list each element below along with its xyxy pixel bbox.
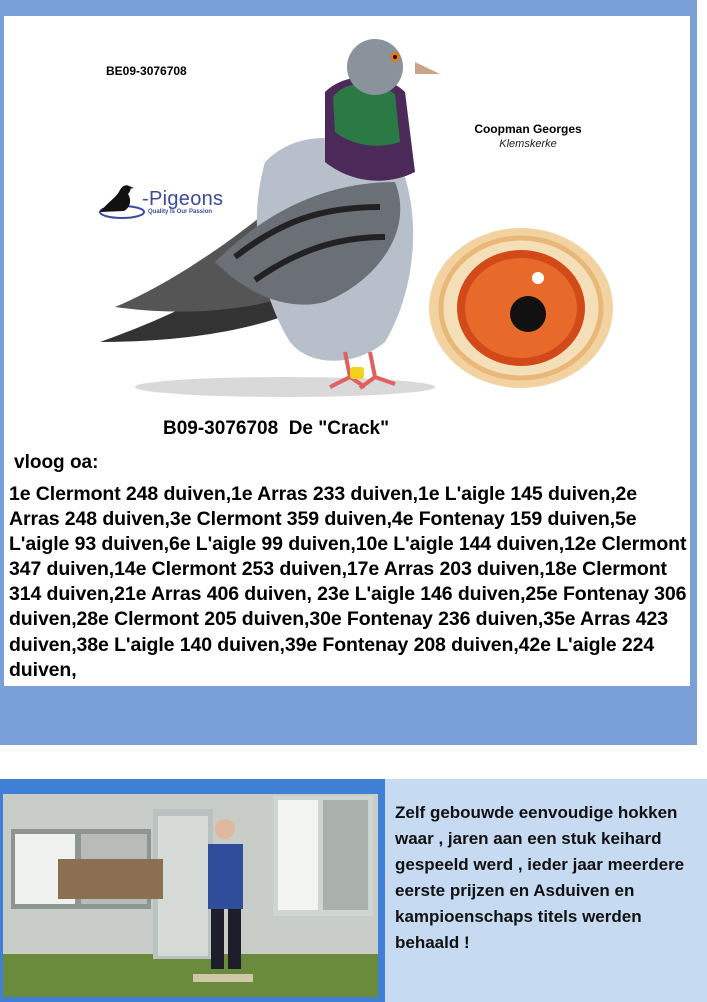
logo-tagline: Quality Is Our Passion (148, 209, 213, 215)
loft-description: Zelf gebouwde eenvoudige hokken waar , jaren aan een stuk keihard gespeeld werd , ieder jaar meerdere eerste prijzen en Asduiven en kampioenschaps titels werden behaald ! (395, 803, 685, 952)
loft-photo (3, 794, 378, 997)
logo-wordmark: -Pigeons (142, 188, 224, 210)
race-results: 1e Clermont 248 duiven,1e Arras 233 duiven,1e L'aigle 145 duiven,2e Arras 248 duiven,3e Clermont 359 duiven,4e Fontenay 159 duiven,5e L'aigle 93 duiven,6e L'aigle 99 duiven,10e L'aigle 144 duiven,12e Clermont 347 duiven,14e Clermont 253 duiven,17e Arras 203 duiven,18e Clermont 314 duiven,21e Arras 406 duiven, 23e L'aigle 146 duiven,25e Fontenay 306 duiven,28e Clermont 205 duiven,30e Fontenay 236 duiven,35e Arras 423 duiven,38e L'aigle 140 duiven,39e Fontenay 208 duiven,42e L'aigle 224 duiven, (9, 483, 687, 681)
ring-number: BE09-3076708 (106, 64, 187, 78)
pigeon-caption: B09-3076708 De "Crack" (163, 418, 390, 439)
flew-label: vloog oa: (14, 452, 99, 473)
owner-place: Klemskerke (499, 138, 557, 150)
owner-name: Coopman Georges (474, 122, 582, 136)
owner-block (458, 122, 598, 150)
eye-photo (426, 226, 616, 391)
pigeon-photo (95, 32, 440, 402)
